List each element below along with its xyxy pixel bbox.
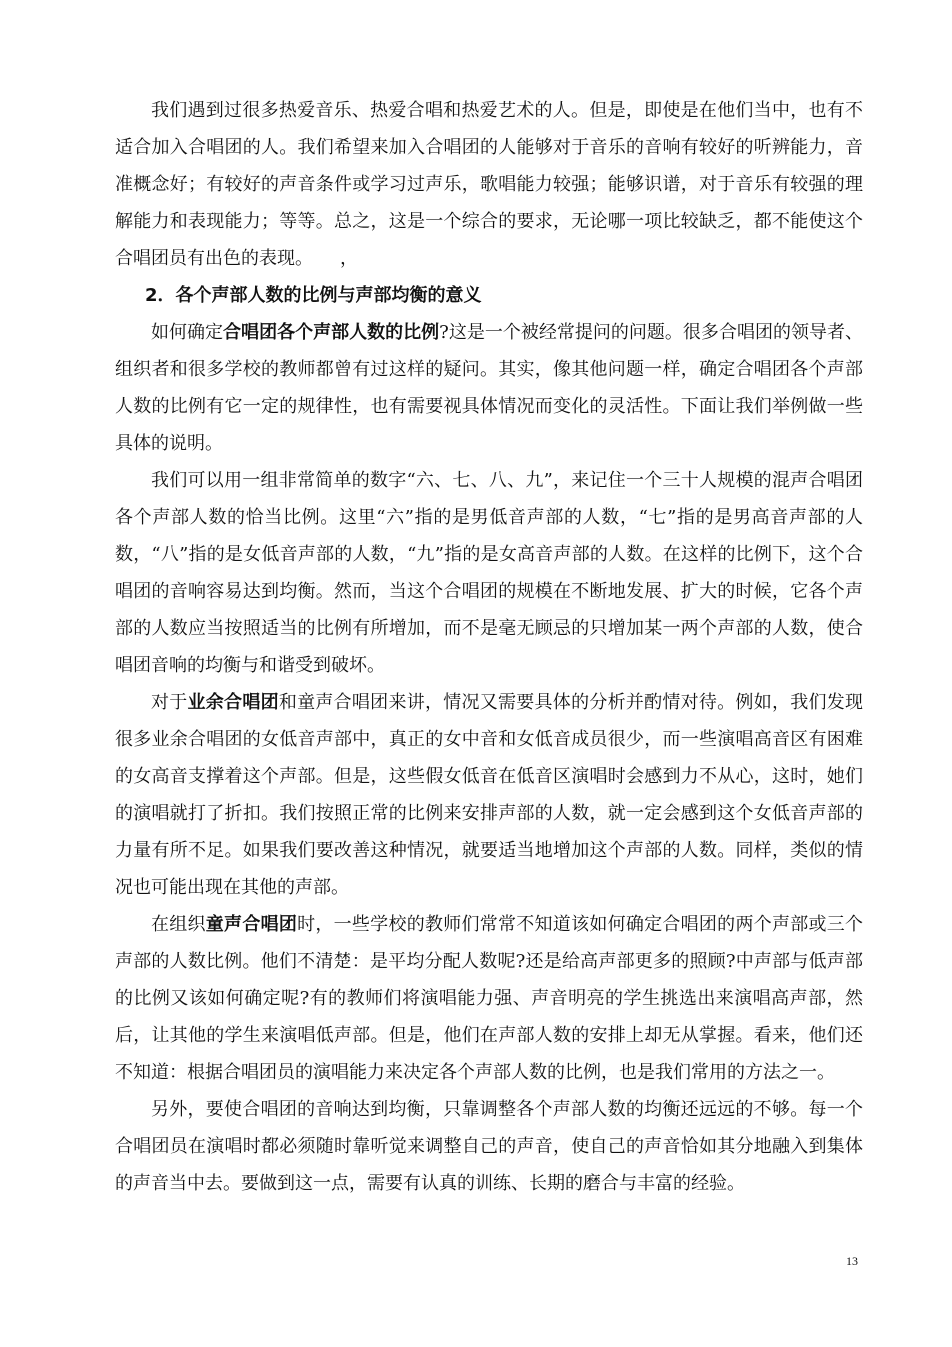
paragraph-5-rest: 时，一些学校的教师们常常不知道该如何确定合唱团的两个声部或三个声部的人数比例。他们不清楚：是平均分配人数呢?还是给高声部更多的照顾?中声部与低声部的比例又该如何确定呢?有的教师们将演唱能力强、声音明亮的学生挑选出来演唱高声部，然后，让其他的学生来演唱低声部。但是，他们在声部人数的安排上却无从掌握。看来，他们还不知道：根据合唱团员的演唱能力来决定各个声部人数的比例，也是我们常用的方法之一。 — [115, 914, 864, 1083]
paragraph-5-lead: 在组织 — [151, 914, 206, 935]
paragraph-6: 另外，要使合唱团的音响达到均衡，只靠调整各个声部人数的均衡还远远的不够。每一个合唱团员在演唱时都必须随时靠听觉来调整自己的声音，使自己的声音恰如其分地融入到集体的声音当中去。要做到这一点，需要有认真的训练、长期的磨合与丰富的经验。 — [115, 1099, 863, 1194]
page-number: 13 — [846, 1254, 858, 1268]
term-amateur-choir: 业余合唱团 — [187, 692, 279, 713]
paragraph-1: 我们遇到过很多热爱音乐、热爱合唱和热爱艺术的人。但是，即使是在他们当中，也有不适合加入合唱团的人。我们希望来加入合唱团的人能够对于音乐的音响有较好的听辨能力，音准概念好；有较好的声音条件或学习过声乐，歌唱能力较强；能够识谱，对于音乐有较强的理解能力和表现能力；等等。总之，这是一个综合的要求，无论哪一项比较缺乏，都不能使这个合唱团员有出色的表现。 ， — [115, 100, 863, 269]
term-voice-ratio: 合唱团各个声部人数的比例 — [223, 322, 440, 343]
paragraph-2 — [115, 314, 863, 462]
paragraph-4-rest: 和童声合唱团来讲，情况又需要具体的分析并酌情对待。例如，我们发现很多业余合唱团的女低音声部中，真正的女中音和女低音成员很少，而一些演唱高音区有困难的女高音支撑着这个声部。但是，这些假女低音在低音区演唱时会感到力不从心，这时，她们的演唱就打了折扣。我们按照正常的比例来安排声部的人数，就一定会感到这个女低音声部的力量有所不足。如果我们要改善这种情况，就要适当地增加这个声部的人数。同样，类似的情况也可能出现在其他的声部。 — [115, 692, 864, 898]
paragraph-4 — [115, 684, 863, 906]
paragraph-4-lead: 对于 — [151, 692, 188, 713]
paragraph-2-lead: 如何确定 — [151, 322, 224, 343]
section-heading: 2．各个声部人数的比例与声部均衡的意义 — [145, 285, 482, 306]
paragraph-5 — [115, 906, 863, 1091]
paragraph-2-rest: ?这是一个被经常提问的问题。很多合唱团的领导者、组织者和很多学校的教师都曾有过这样的疑问。其实，像其他问题一样，确定合唱团各个声部人数的比例有它一定的规律性，也有需要视具体情况而变化的灵活性。下面让我们举例做一些具体的说明。 — [115, 322, 864, 454]
paragraph-3: 我们可以用一组非常简单的数字“六、七、八、九”，来记住一个三十人规模的混声合唱团各个声部人数的恰当比例。这里“六”指的是男低音声部的人数，“七”指的是男高音声部的人数，“八”指的是女低音声部的人数，“九”指的是女高音声部的人数。在这样的比例下，这个合唱团的音响容易达到均衡。然而，当这个合唱团的规模在不断地发展、扩大的时候，它各个声部的人数应当按照适当的比例有所增加，而不是毫无顾忌的只增加某一两个声部的人数，使合唱团音响的均衡与和谐受到破坏。 — [115, 470, 863, 676]
body-text — [115, 92, 863, 1202]
term-children-choir: 童声合唱团 — [205, 914, 298, 935]
